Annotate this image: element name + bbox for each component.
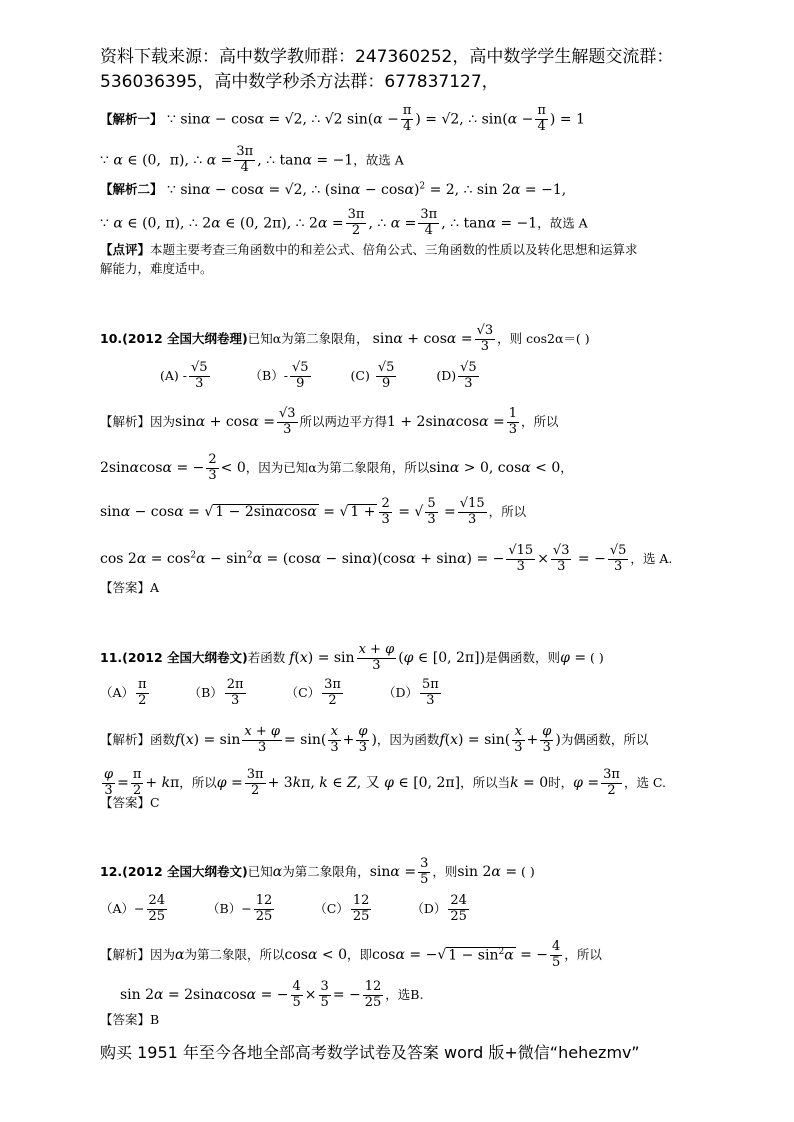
q12-stem-c: ，则 — [432, 863, 458, 879]
footer-ad: 购买 1951 年至今各地全部高考数学试卷及答案 word 版+微信“hehezmv” — [100, 1043, 640, 1062]
q11-t5: ，所以当 — [460, 774, 511, 790]
q10-t2: 所以两边平方得 — [299, 413, 388, 429]
q9-choose-1: ，故选 A — [353, 152, 404, 168]
q12-t1: 因为 — [150, 946, 176, 962]
q9-comment-text-1: 本题主要考查三角函数中的和差公式、倍角公式、三角函数的性质以及转化思想和运算求 — [150, 242, 638, 257]
q11-solution-line1: 【解析】函数f(x) = sin $\frac{x + \varphi}{3}$ = sin( $\frac{x}{3}$ + $\frac{\varphi}{3}$ )，因为函数f(x) = sin( $\frac{x}{3}$ + $\frac{\varphi}{3}$ )为偶函数，所以 — [100, 724, 649, 755]
q12-option-c: （C） $\frac{12}{25}$ — [314, 893, 370, 924]
q10-t5: ，所以 — [488, 503, 527, 519]
q9-tag-1: 【解析一】 — [100, 111, 163, 127]
header-line-1: 资料下载来源：高中数学教师群：247360252，高中数学学生解题交流群： — [100, 47, 674, 67]
q12-t5: ，选B. — [385, 986, 424, 1002]
q9-comment-line2: 解能力，难度适中。 — [100, 261, 213, 276]
q10-t4: ，因为已知α为第二象限角，所以 — [245, 459, 430, 475]
q10-option-c: (C) $\frac{√5}{9}$ — [350, 360, 395, 391]
q9-tag-2: 【解析二】 — [100, 181, 163, 197]
q12-stem-b: 为第二象限角， — [282, 863, 370, 879]
q12-t4: ，所以 — [564, 946, 602, 962]
q11-t7: ，选 C. — [623, 774, 667, 790]
q10-solution-line3: sinα − cosα = √ 1 − 2sinαcosα = √ 1 + $\frac{2}{3}$ = √ $\frac{5}{3}$ = $\frac{√15}{3}$ ，所以 — [100, 496, 527, 527]
q10-jiexi-tag: 【解析】 — [100, 413, 151, 429]
q10-solution-line2: 2sinαcosα = − $\frac{2}{3}$ < 0，因为已知α为第二象限角，所以sinα > 0, cosα < 0， — [100, 452, 573, 483]
q12-solution-line1: 【解析】因为α为第二象限，所以cosα < 0，即cosα = −√ $1 - \sin^2\alpha$ = − $\frac{4}{5}$ ，所以 — [100, 939, 602, 970]
q10-t3: ，所以 — [521, 413, 559, 429]
q11-t6: 时， — [548, 774, 574, 790]
q11-option-d: （D） $\frac{5\pi}{3}$ — [382, 677, 439, 708]
q10-option-a: (A) - $\frac{√5}{3}$ — [160, 360, 208, 391]
q11-answer: 【答案】C — [100, 795, 160, 810]
q11-jiexi-tag: 【解析】 — [100, 731, 151, 747]
q12-option-b: （B）− $\frac{12}{25}$ — [207, 893, 273, 924]
q10-stem-b: ，则 cos2α＝( ) — [497, 330, 590, 346]
q11-t2: ，因为函数 — [376, 731, 440, 747]
q9-comment-line1 — [100, 244, 638, 257]
q11-option-b: （B） $\frac{2\pi}{3}$ — [188, 677, 244, 708]
q12-t2: 为第二象限，所以 — [184, 946, 285, 962]
q10-option-d: (D) $\frac{√5}{3}$ — [436, 360, 477, 391]
q12-t3: ，即 — [347, 946, 373, 962]
q11-option-a: （A） $\frac{\pi}{2}$ — [100, 677, 147, 708]
q10-solution-line4: $\cos 2\alpha = \cos^2\alpha - \sin^2\alpha = (\cos\alpha - \sin\alpha)(\cos\alpha + \sin\alpha)$ = − $\frac{√15}{3}$ × $\frac{√3}{3}$ = − $\frac{√5}{3}$ ，选 A. — [100, 543, 673, 574]
q12-option-d: （D） $\frac{24}{25}$ — [411, 893, 467, 924]
q11-option-c: （C） $\frac{3\pi}{2}$ — [285, 677, 341, 708]
q12-option-a: （A）− $\frac{24}{25}$ — [100, 893, 166, 924]
q12-title: 12.(2012 全国大纲卷文) — [100, 863, 248, 879]
q9-solution1-line2: ∵ α ∈ (0, π), ∴ α = $\frac{3\pi}{4}$ , ∴ tanα = −1，故选 A — [100, 144, 404, 175]
q11-options — [100, 678, 477, 709]
q10-answer: 【答案】A — [100, 580, 160, 595]
q11-stem-c: ( ) — [590, 649, 604, 665]
q12-stem: 12.(2012 全国大纲卷文)已知α为第二象限角，sinα = $\frac{3}{5}$ ，则sin 2α = ( ) — [100, 856, 535, 887]
q12-solution-line2: sin 2α = 2sinαcosα = − $\frac{4}{5}$ × $\frac{3}{5}$ = − $\frac{12}{25}$ ，选B. — [120, 979, 424, 1010]
q10-stem-a: 已知α为第二象限角， — [247, 330, 369, 346]
q11-t4: ，所以 — [179, 774, 217, 790]
q10-stem: 10.(2012 全国大纲卷理)已知α为第二象限角， sinα + cosα = $\frac{√3}{3}$ ，则 cos2α＝( ) — [100, 323, 590, 354]
q10-option-b: （B）- $\frac{√5}{9}$ — [249, 360, 309, 391]
q9-solution1-line1: 【解析一】 ∵ sinα − cosα = √2, ∴ √2 sin(α − $\frac{\pi}{4}$ ) = √2, ∴ sin(α − $\frac{\pi}{4}$ ) = 1 — [100, 103, 585, 134]
q9-tag-3: 【点评】 — [100, 242, 151, 257]
q10-t6: ，选 A. — [630, 550, 673, 566]
q12-stem-a: 已知 — [247, 863, 273, 879]
q10-title: 10.(2012 全国大纲卷理) — [100, 330, 248, 346]
q11-stem-b: 是偶函数，则 — [485, 649, 561, 665]
q9-solution2-line1: 【解析二】 ∵ sinα − cosα = √2, ∴ $(\sin\alpha - \cos\alpha)^2 = 2$, ∴ sin 2α = −1, — [100, 181, 567, 198]
q12-options — [100, 894, 505, 925]
q11-stem-a: 若函数 — [247, 649, 286, 665]
q10-options — [160, 361, 515, 392]
q9-choose-2: ，故选 A — [537, 215, 588, 231]
q11-t1: 函数 — [150, 731, 176, 747]
q10-solution-line1: 【解析】因为sinα + cosα = $\frac{√3}{3}$ 所以两边平方得1 + 2sinαcosα = $\frac{1}{3}$ ，所以 — [100, 406, 559, 437]
q11-solution-line2: $\frac{\varphi}{3}$ = $\frac{\pi}{2}$ + kπ，所以φ = $\frac{3\pi}{2}$ + 3kπ, k ∈ Z, 又 φ ∈ [0, 2π]，所以当k = 0时，φ = $\frac{3\pi}{2}$ ，选 C. — [104, 767, 667, 798]
q12-stem-d: ( ) — [521, 863, 535, 879]
q10-t1: 因为 — [150, 413, 176, 429]
q11-title: 11.(2012 全国大纲卷文) — [100, 649, 248, 665]
q12-jiexi-tag: 【解析】 — [100, 946, 151, 962]
header-line-2: 536036395，高中数学秒杀方法群：677837127， — [100, 72, 499, 92]
q12-answer: 【答案】B — [100, 1012, 160, 1027]
q9-solution2-line2: ∵ α ∈ (0, π), ∴ 2α ∈ (0, 2π), ∴ 2α = $\frac{3\pi}{2}$ , ∴ α = $\frac{3\pi}{4}$ , ∴ tanα = −1，故选 A — [100, 207, 588, 238]
q11-t3: 为偶函数，所以 — [560, 731, 649, 747]
q11-stem: 11.(2012 全国大纲卷文)若函数 f(x) = sin $\frac{x + \varphi}{3}$ (φ ∈ [0, 2π])是偶函数，则φ = ( ) — [100, 642, 604, 673]
